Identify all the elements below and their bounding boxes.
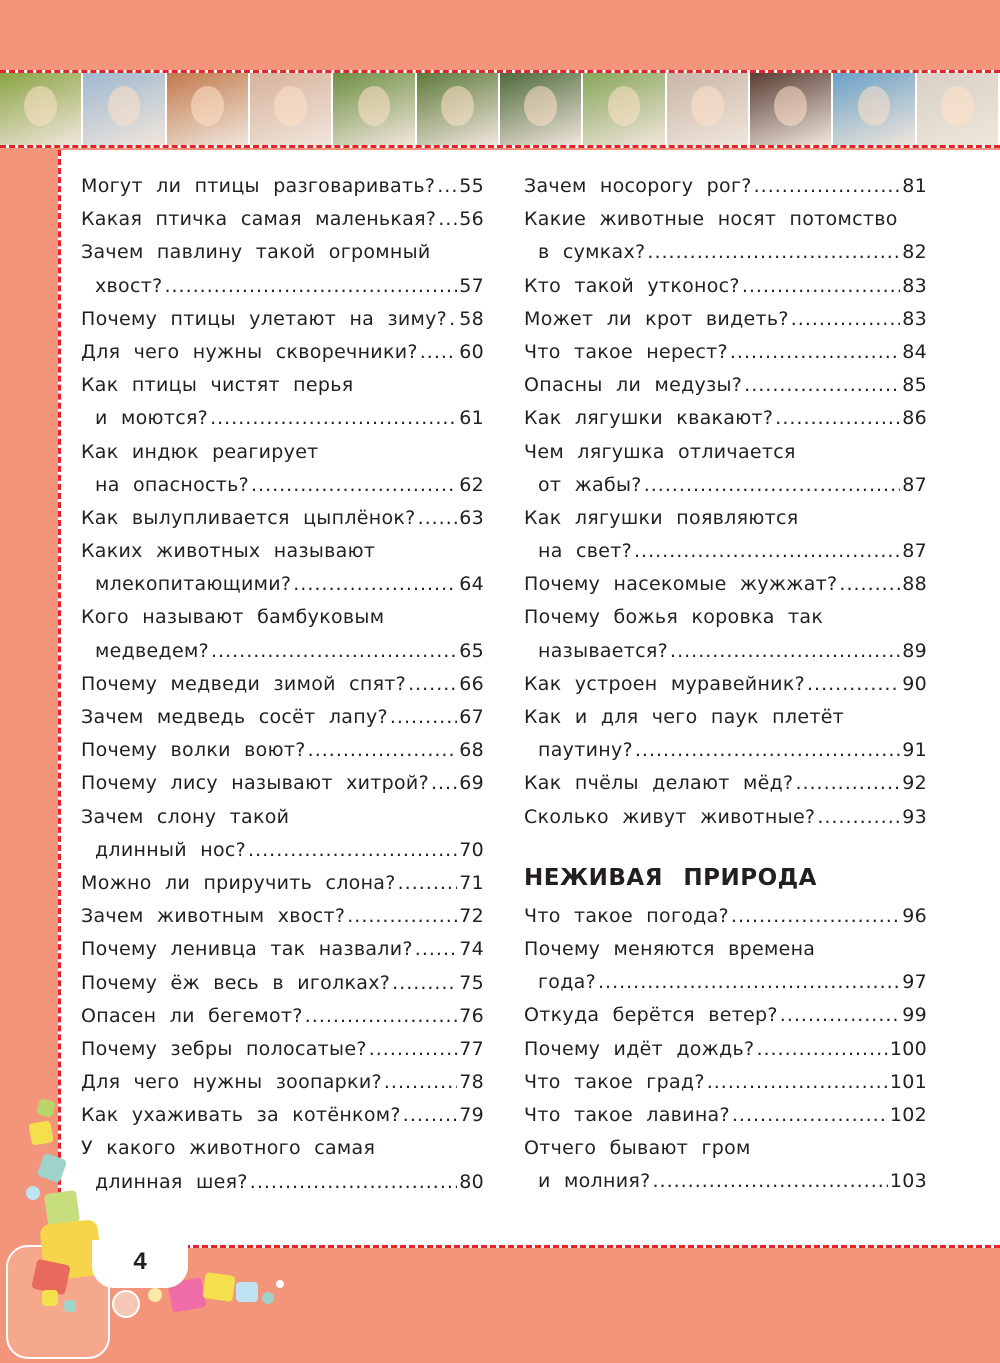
toc-entry-page: 69: [459, 772, 484, 795]
toc-dot-leader: [635, 734, 900, 767]
toc-entry: [524, 1066, 927, 1099]
toc-dot-leader: [250, 1166, 457, 1199]
toc-entry: [81, 1132, 484, 1165]
toc-entry-page: 83: [902, 274, 927, 297]
toc-dot-leader: [732, 1099, 888, 1132]
toc-entry-title: Почему волки воют?: [81, 739, 306, 762]
toc-entry-title: длинная шея?: [95, 1170, 248, 1193]
toc-entry-page: 57: [459, 274, 484, 297]
toc-entry: [81, 734, 484, 767]
toc-column-left: [81, 170, 484, 1199]
toc-dot-leader: [791, 303, 900, 336]
toc-entry-title: Зачем животным хвост?: [81, 905, 346, 928]
toc-entry-title: Для чего нужны скворечники?: [81, 340, 418, 363]
toc-entry-title: Что такое погода?: [524, 904, 729, 927]
toc-entry: [524, 568, 927, 601]
toc-dot-leader: [210, 402, 457, 435]
toc-entry: [81, 502, 484, 535]
toc-entry-title: Что такое нерест?: [524, 340, 728, 363]
photo-girl-meadow: [583, 73, 666, 145]
toc-entry: [81, 635, 484, 668]
toc-entry: [524, 236, 927, 269]
toc-entry-title: Как пчёлы делают мёд?: [524, 772, 794, 795]
toc-entry: [81, 303, 484, 336]
toc-entry-page: 78: [459, 1071, 484, 1094]
toc-dot-leader: [211, 635, 457, 668]
toc-entry-title: Кого называют бамбуковым: [81, 606, 385, 629]
toc-entry-title: в сумках?: [538, 241, 646, 264]
confetti-square: [28, 1120, 53, 1145]
toc-entry-title: паутину?: [538, 739, 633, 762]
toc-column-right: [524, 170, 927, 1198]
toc-dot-leader: [634, 535, 900, 568]
toc-entry: [524, 402, 927, 435]
toc-entry-page: 61: [459, 407, 484, 430]
toc-dot-leader: [775, 402, 900, 435]
toc-entry-page: 97: [902, 971, 927, 994]
toc-entry-title: Как лягушки квакают?: [524, 407, 774, 430]
toc-entry-page: 66: [459, 672, 484, 695]
toc-dot-leader: [408, 668, 457, 701]
toc-entry-title: Как ухаживать за котёнком?: [81, 1104, 401, 1127]
toc-entry: [524, 369, 927, 402]
confetti-square: [236, 1282, 258, 1302]
toc-entry: [524, 900, 927, 933]
toc-dot-leader: [251, 469, 457, 502]
photo-child-closeup: [250, 73, 333, 145]
toc-entry: [81, 834, 484, 867]
toc-entry-page: 64: [459, 573, 484, 596]
toc-dot-leader: [754, 170, 901, 203]
toc-dot-leader: [437, 170, 457, 203]
toc-entry-page: 86: [902, 407, 927, 430]
toc-dot-leader: [248, 834, 457, 867]
confetti-square: [42, 1290, 58, 1306]
toc-dot-leader: [730, 336, 900, 369]
toc-entry-page: 93: [902, 805, 927, 828]
toc-entry-title: млекопитающими?: [95, 573, 292, 596]
toc-entry-title: Отчего бывают гром: [524, 1137, 751, 1160]
section-heading: НЕЖИВАЯ ПРИРОДА: [524, 864, 817, 891]
toc-dot-leader: [369, 1033, 458, 1066]
toc-entry-title: Почему меняются времена: [524, 937, 816, 960]
toc-entry-title: называется?: [538, 639, 669, 662]
toc-entry-title: медведем?: [95, 639, 209, 662]
toc-entry-title: Опасен ли бегемот?: [81, 1004, 303, 1027]
toc-entry-title: Почему лису называют хитрой?: [81, 772, 429, 795]
toc-entry-title: Почему идёт дождь?: [524, 1037, 755, 1060]
toc-entry: [81, 568, 484, 601]
toc-entry-page: 75: [459, 971, 484, 994]
toc-entry-title: Какая птичка самая маленькая?: [81, 208, 437, 231]
toc-dot-leader: [707, 1066, 888, 1099]
toc-dot-leader: [293, 568, 457, 601]
toc-entry-title: Можно ли приручить слона?: [81, 871, 396, 894]
toc-entry-title: Чем лягушка отличается: [524, 440, 796, 463]
toc-entry-page: 87: [902, 540, 927, 563]
photo-girl-white-dress: [667, 73, 750, 145]
toc-entry-title: Почему божья коровка так: [524, 606, 824, 629]
photo-girl-garden: [333, 73, 416, 145]
toc-entry: [81, 767, 484, 800]
toc-dot-leader: [449, 303, 457, 336]
toc-entry-page: 55: [459, 175, 484, 197]
toc-entry-page: 103: [889, 1170, 927, 1193]
toc-entry-page: 91: [902, 739, 927, 762]
toc-entry-page: 81: [902, 175, 927, 197]
toc-dot-leader: [390, 701, 457, 734]
toc-dot-leader: [795, 767, 900, 800]
toc-entry-title: Откуда берётся ветер?: [524, 1004, 778, 1027]
toc-entry-title: Почему медведи зимой спят?: [81, 672, 407, 695]
toc-entry-title: от жабы?: [538, 473, 642, 496]
toc-entry-title: Могут ли птицы разговаривать?: [81, 175, 436, 197]
toc-entry: [524, 203, 927, 236]
confetti-circle: [112, 1290, 140, 1318]
toc-dot-leader: [403, 1099, 457, 1132]
toc-dot-leader: [305, 1000, 457, 1033]
toc-entry-page: 58: [459, 307, 484, 330]
photo-girl-forest: [417, 73, 500, 145]
toc-entry-title: Опасны ли медузы?: [524, 374, 743, 397]
toc-entry: [81, 402, 484, 435]
toc-entry: [81, 469, 484, 502]
toc-entry-title: и молния?: [538, 1170, 651, 1193]
toc-entry: [524, 635, 927, 668]
toc-dot-leader: [744, 369, 900, 402]
toc-entry-page: 100: [889, 1037, 927, 1060]
toc-entry-title: Как индюк реагирует: [81, 440, 319, 463]
toc-entry-title: и моются?: [95, 407, 209, 430]
toc-entry-page: 80: [459, 1170, 484, 1193]
toc-entry-page: 83: [902, 307, 927, 330]
photo-girl-standing: [917, 73, 1000, 145]
toc-entry: [81, 336, 484, 369]
toc-entry-title: Кто такой утконос?: [524, 274, 740, 297]
toc-entry: [81, 203, 484, 236]
toc-entry: [81, 801, 484, 834]
toc-entry-title: Может ли крот видеть?: [524, 307, 789, 330]
contents-page: [58, 150, 1000, 1248]
toc-entry-title: года?: [538, 971, 596, 994]
toc-entry: [81, 170, 484, 203]
toc-entry-page: 90: [902, 672, 927, 695]
confetti-square: [64, 1300, 76, 1312]
toc-entry-title: Зачем медведь сосёт лапу?: [81, 706, 388, 728]
toc-entry: [81, 535, 484, 568]
toc-entry-title: Зачем носорогу рог?: [524, 175, 752, 197]
toc-entry: [81, 1066, 484, 1099]
toc-entry-title: длинный нос?: [95, 838, 247, 861]
toc-dot-leader: [756, 1033, 887, 1066]
confetti-square: [36, 1098, 56, 1118]
toc-entry-title: Что такое лавина?: [524, 1103, 730, 1126]
toc-entry: [81, 900, 484, 933]
toc-entry: [524, 1165, 927, 1198]
toc-entry-page: 60: [459, 340, 484, 363]
toc-entry-page: 85: [902, 374, 927, 397]
toc-entry-title: хвост?: [95, 274, 163, 297]
toc-entry: [81, 1000, 484, 1033]
toc-entry-title: Каких животных называют: [81, 540, 376, 563]
toc-entry: [524, 933, 927, 966]
toc-entry: [524, 469, 927, 502]
toc-entry: [81, 668, 484, 701]
toc-dot-leader: [308, 734, 458, 767]
photo-girl-swing: [0, 73, 83, 145]
toc-entry-page: 63: [459, 506, 484, 529]
toc-dot-leader: [418, 502, 458, 535]
confetti-circle: [262, 1292, 274, 1304]
toc-entry: [524, 999, 927, 1032]
toc-entry-page: 65: [459, 639, 484, 662]
confetti-circle: [276, 1280, 284, 1288]
toc-dot-leader: [347, 900, 457, 933]
toc-entry: [524, 601, 927, 634]
toc-entry-page: 71: [459, 871, 484, 894]
toc-entry-title: Для чего нужны зоопарки?: [81, 1071, 382, 1094]
toc-dot-leader: [652, 1165, 887, 1198]
toc-entry: [524, 1099, 927, 1132]
confetti-circle: [26, 1186, 40, 1200]
toc-entry: [81, 1099, 484, 1132]
top-band: [0, 0, 1000, 70]
toc-entry: [524, 270, 927, 303]
toc-dot-leader: [398, 867, 458, 900]
toc-dot-leader: [807, 668, 900, 701]
toc-dot-leader: [392, 967, 457, 1000]
toc-entry-page: 87: [902, 473, 927, 496]
toc-entry: [524, 1033, 927, 1066]
toc-dot-leader: [780, 999, 900, 1032]
toc-dot-leader: [817, 801, 900, 834]
toc-entry-page: 96: [902, 904, 927, 927]
toc-entry-title: Как и для чего паук плетёт: [524, 706, 845, 728]
photo-smiling-girl: [750, 73, 833, 145]
toc-entry-page: 92: [902, 772, 927, 795]
toc-dot-leader: [384, 1066, 457, 1099]
toc-entry-title: Как устроен муравейник?: [524, 672, 805, 695]
toc-entry-title: Как птицы чистят перья: [81, 374, 354, 397]
toc-entry: [81, 601, 484, 634]
toc-entry-page: 101: [889, 1070, 927, 1093]
toc-entry-page: 77: [459, 1037, 484, 1060]
photo-redhead-girl: [167, 73, 250, 145]
toc-entry-page: 76: [459, 1004, 484, 1027]
toc-entry-title: Как лягушки появляются: [524, 506, 799, 529]
toc-entry: [524, 966, 927, 999]
toc-dot-leader: [731, 900, 900, 933]
toc-entry: [81, 369, 484, 402]
toc-entry-title: Какие животные носят потомство: [524, 208, 898, 231]
toc-entry-title: Почему птицы улетают на зиму?: [81, 307, 448, 330]
photo-boy-portrait: [83, 73, 166, 145]
toc-entry: [524, 170, 927, 203]
toc-entry: [524, 668, 927, 701]
toc-entry-page: 70: [459, 838, 484, 861]
toc-entry-page: 74: [459, 938, 484, 961]
toc-entry: [524, 767, 927, 800]
toc-entry-page: 89: [902, 639, 927, 662]
photo-girl-red-dress: [833, 73, 916, 145]
toc-dot-leader: [647, 236, 900, 269]
toc-entry-page: 84: [902, 340, 927, 363]
toc-entry-page: 99: [902, 1004, 927, 1027]
toc-entry: [524, 535, 927, 568]
toc-entry-title: У какого животного самая: [81, 1137, 376, 1160]
toc-entry-page: 79: [459, 1104, 484, 1127]
toc-dot-leader: [742, 270, 900, 303]
toc-list-animals: [524, 170, 927, 834]
toc-entry: [81, 1166, 484, 1199]
toc-dot-leader: [670, 635, 900, 668]
toc-entry-title: Почему зебры полосатые?: [81, 1037, 367, 1060]
toc-entry-title: Зачем слону такой: [81, 805, 290, 828]
toc-entry-title: на опасность?: [95, 473, 249, 496]
toc-entry-title: Сколько живут животные?: [524, 805, 816, 828]
toc-entry-page: 82: [902, 241, 927, 264]
toc-dot-leader: [415, 933, 457, 966]
toc-entry-title: Почему насекомые жужжат?: [524, 573, 838, 596]
toc-entry-title: Зачем павлину такой огромный: [81, 241, 431, 264]
toc-entry-title: Почему ленивца так назвали?: [81, 938, 413, 961]
toc-entry: [81, 1033, 484, 1066]
toc-entry: [81, 236, 484, 269]
toc-entry: [524, 801, 927, 834]
toc-entry: [524, 734, 927, 767]
toc-entry-page: 88: [902, 573, 927, 596]
toc-entry-page: 72: [459, 905, 484, 928]
toc-entry-title: Почему ёж весь в иголках?: [81, 971, 391, 994]
photo-strip: [0, 70, 1000, 148]
toc-entry: [81, 270, 484, 303]
toc-entry-title: на свет?: [538, 540, 632, 563]
toc-entry-page: 62: [459, 473, 484, 496]
confetti-circle: [148, 1288, 162, 1302]
page-number: 4: [133, 1248, 147, 1275]
toc-entry: [81, 967, 484, 1000]
toc-entry-page: 56: [459, 208, 484, 231]
toc-entry-title: Что такое град?: [524, 1070, 705, 1093]
toc-list-inanimate-nature: [524, 900, 927, 1199]
toc-dot-leader: [438, 203, 457, 236]
toc-entry: [524, 502, 927, 535]
toc-entry: [524, 303, 927, 336]
toc-entry: [524, 1132, 927, 1165]
toc-entry: [81, 933, 484, 966]
toc-entry-title: Как вылупливается цыплёнок?: [81, 506, 416, 529]
toc-dot-leader: [164, 270, 457, 303]
confetti-square: [202, 1272, 235, 1302]
toc-dot-leader: [431, 767, 457, 800]
toc-entry-page: 67: [459, 706, 484, 728]
photo-family-forest: [500, 73, 583, 145]
toc-entry: [81, 867, 484, 900]
toc-entry: [81, 436, 484, 469]
toc-dot-leader: [598, 966, 900, 999]
toc-dot-leader: [839, 568, 900, 601]
toc-entry-page: 102: [889, 1103, 927, 1126]
toc-entry: [81, 701, 484, 734]
toc-dot-leader: [420, 336, 457, 369]
toc-dot-leader: [644, 469, 901, 502]
toc-entry: [524, 701, 927, 734]
toc-entry: [524, 336, 927, 369]
toc-entry-page: 68: [459, 739, 484, 762]
toc-entry: [524, 436, 927, 469]
